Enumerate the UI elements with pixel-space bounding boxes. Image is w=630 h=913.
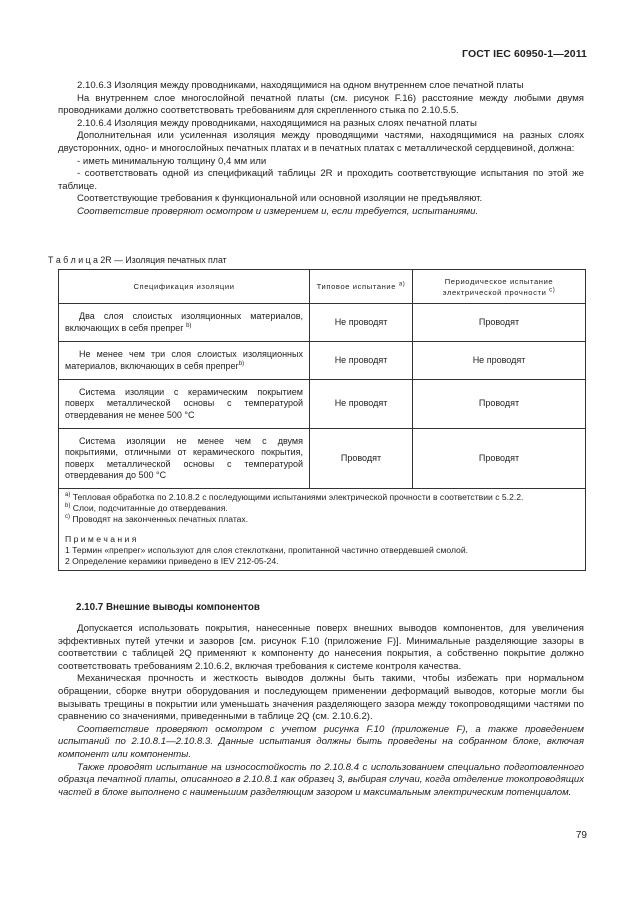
cell-periodic-test: Проводят <box>413 380 586 429</box>
footnote: $^{b)}$ Слои, подсчитанные до отвердевания. <box>65 503 228 514</box>
document-header: ГОСТ IEC 60950-1—2011 <box>462 48 587 60</box>
paragraph: Допускается использовать покрытия, нанесенные поверх внешних выводов компонентов, для увеличения эффективных путей утечки и зазоров [см. рисунок F.10 (приложение F)]. Минимальные разделяющие зазоры в соответствии с таблицей 2Q применяют к компоненту до нанесения покрытия, а собственно покрытие должно соответствовать требованиям 2.10.6.2, включая требования к системе контроля качества. <box>58 623 584 672</box>
cell-periodic-test: Проводят <box>413 304 586 342</box>
page-number: 79 <box>575 830 587 841</box>
insulation-table <box>58 269 586 571</box>
table-caption-text: 2R — Изоляция печатных плат <box>100 255 227 265</box>
paragraph: На внутреннем слое многослойной печатной платы (см. рисунок F.16) расстояние между любыми двумя проводниками должно соответствовать требованиям для скрепленного стыка по 2.10.5.5. <box>58 92 584 117</box>
header-type-test-sup: а) <box>398 281 406 288</box>
section-text-top <box>58 80 584 219</box>
table-header-row <box>59 270 586 304</box>
note: 2 Определение керамики приведено в IEV 212-05-24. <box>65 556 279 567</box>
section-text-bottom <box>58 623 584 799</box>
table-row <box>59 429 586 489</box>
cell-spec: Не менее чем три слоя слоистых изоляционных материалов, включающих в себя препрег$^{b)}$ <box>59 342 310 380</box>
footnote: $^{с)}$ Проводят на законченных печатных платах. <box>65 514 249 525</box>
table-caption <box>48 255 227 265</box>
cell-type-test: Не проводят <box>310 304 413 342</box>
paragraph: Дополнительная или усиленная изоляция между проводящими частями, находящимися на разных слоях двусторонних, одно- и многослойных печатных платах и в печатных платах с металлической сердцевиной, должна: <box>58 130 584 154</box>
table-notes-row <box>59 489 586 571</box>
cell-spec: Система изоляции не менее чем с двумя покрытиями, отличными от керамического покрытия, поверх металлической основы с температурой отвердевания до 500 °С <box>59 429 310 489</box>
cell-spec: Система изоляции с керамическим покрытием поверх металлической основы с температурой отвердевания не менее 500 °С <box>59 380 310 429</box>
paragraph: Соответствующие требования к функциональной или основной изоляции не предъявляют. <box>77 193 483 205</box>
cell-periodic-test: Не проводят <box>413 342 586 380</box>
notes-title: П р и м е ч а н и я <box>65 533 137 544</box>
header-periodic-test-sup: с) <box>549 286 556 293</box>
paragraph: - иметь минимальную толщину 0,4 мм или <box>77 155 267 167</box>
header-periodic-test: Периодическое испытание электрической прочности $^{с)}$ <box>413 270 586 304</box>
table-row <box>59 304 586 342</box>
table-caption-prefix: Т а б л и ц а <box>48 255 98 265</box>
cell-spec: Два слоя слоистых изоляционных материалов, включающих в себя препрег $^{b)}$ <box>59 304 310 342</box>
compliance-paragraph: Соответствие проверяют осмотром и измерением и, если требуется, испытаниями. <box>77 205 479 217</box>
cell-type-test: Не проводят <box>310 380 413 429</box>
paragraph: Механическая прочность и жесткость выводов должны быть такими, чтобы избежать при нормальном обращении, сборке внутри оборудования и последующем применении деформаций выводов, которые могли бы вызывать трещины в покрытии или уменьшать значения разделяющего зазора между токопроводящими частями по сравнению со значениями, приведенными в таблице 2Q (см. 2.10.6.2). <box>58 673 584 723</box>
paragraph: - соответствовать одной из спецификаций таблицы 2R и проходить соответствующие испытания по этой же таблице. <box>58 168 584 192</box>
paragraph: 2.10.6.4 Изоляция между проводниками, находящимися на разных слоях печатной платы <box>77 117 477 129</box>
paragraph: 2.10.6.3 Изоляция между проводниками, находящимися на одном внутреннем слое печатной платы <box>77 80 524 91</box>
cell-periodic-test: Проводят <box>413 429 586 489</box>
section-heading: 2.10.7 Внешние выводы компонентов <box>76 602 260 613</box>
cell-type-test: Не проводят <box>310 342 413 380</box>
note: 1 Термин «препрег» используют для слоя стеклоткани, пропитанной частично отвердевшей смолой. <box>65 544 469 555</box>
compliance-paragraph: Соответствие проверяют осмотром с учетом рисунка F.10 (приложение F), а также проведением испытаний по 2.10.8.1—2.10.8.3. Данные испытания должны быть проведены на собранном блоке, включая компонент или компоненты. <box>58 723 584 760</box>
compliance-paragraph: Также проводят испытание на износостойкость по 2.10.8.4 с использованием специально подготовленного образца печатной платы, описанного в 2.10.8.1 как образец 3, выбирая случаи, когда отделение токопроводящих частей в блоке выполнено с наименьшим разделяющим зазором и максимальным электрическим потенциалом. <box>58 761 584 798</box>
footnote: $^{а)}$ Тепловая обработка по 2.10.8.2 с последующими испытаниями электрической прочности в соответствии с 5.2.2. <box>65 492 524 502</box>
cell-type-test: Проводят <box>310 429 413 489</box>
table-notes <box>59 489 586 571</box>
table-row <box>59 380 586 429</box>
table-row <box>59 342 586 380</box>
header-type-test: Типовое испытание $^{а)}$ <box>310 270 413 304</box>
header-spec: Спецификация изоляции <box>59 270 310 304</box>
